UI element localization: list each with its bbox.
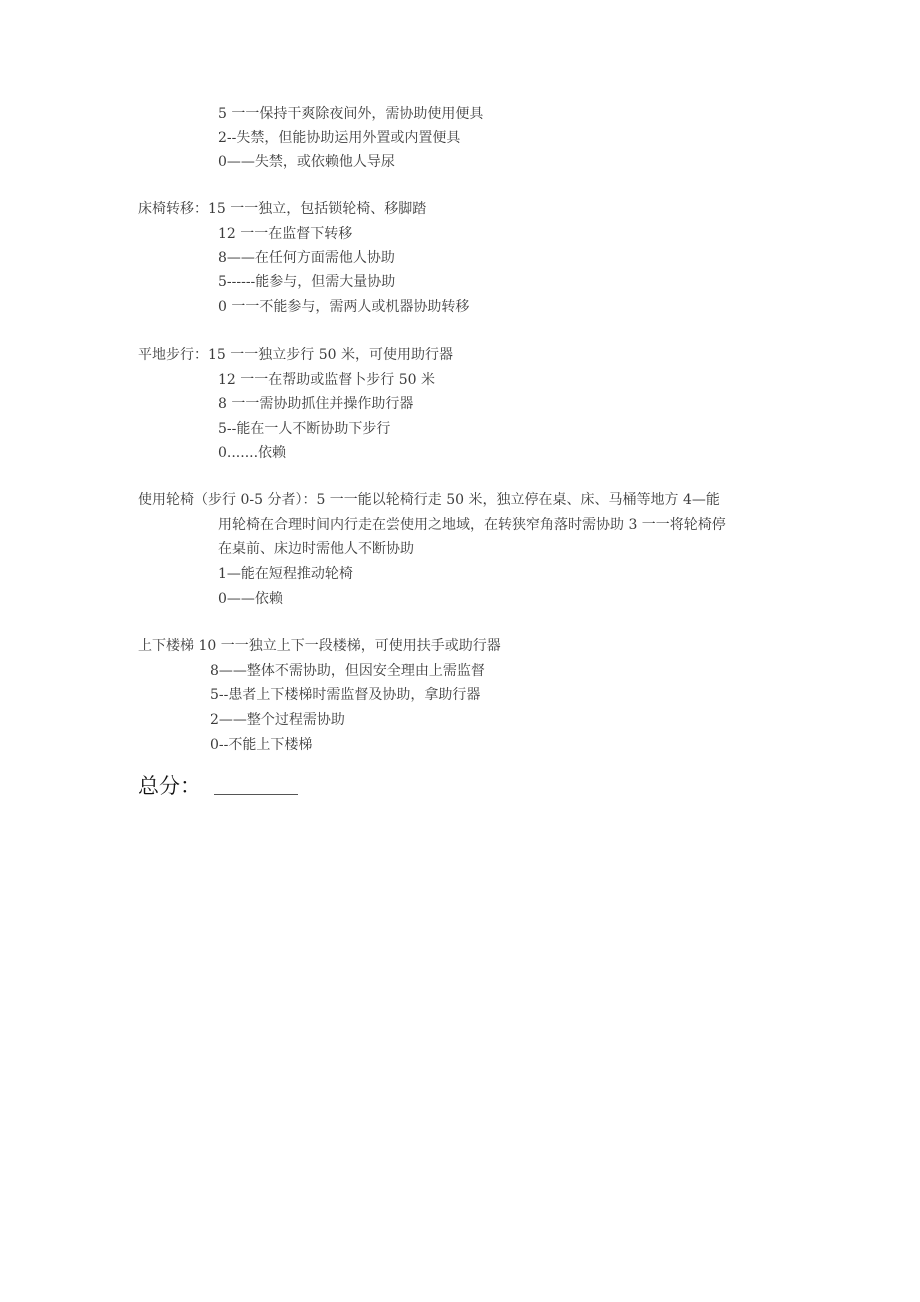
walking-heading: 平地步行：15 一一独立步行 50 米，可使用助行器 [138, 347, 453, 363]
bladder-option-5: 5 一一保持干爽除夜间外，需协助使用便具 [218, 106, 484, 122]
total-score-blank [214, 794, 298, 795]
walking-option-8: 8 一一需协助抓住并操作助行器 [218, 396, 414, 412]
stairs-option-5: 5--患者上下楼梯时需监督及协助，拿助行器 [210, 687, 481, 703]
wheelchair-heading-line2: 用轮椅在合理时间内行走在尝使用之地域，在转狭窄角落时需协助 3 一一将轮椅停 [218, 517, 726, 533]
bladder-option-2: 2--失禁，但能协助运用外置或内置便具 [218, 130, 461, 146]
stairs-option-0: 0--不能上下楼梯 [210, 737, 313, 753]
transfer-option-5: 5------能参与，但需大量协助 [218, 274, 396, 290]
wheelchair-option-0: 0——依赖 [218, 591, 283, 607]
transfer-option-0: 0 一一不能参与，需两人或机器协助转移 [218, 299, 470, 315]
stairs-option-2: 2——整个过程需协助 [210, 712, 345, 728]
walking-option-12: 12 一一在帮助或监督卜步行 50 米 [218, 372, 435, 388]
wheelchair-option-1: 1—能在短程推动轮椅 [218, 566, 353, 582]
transfer-heading: 床椅转移：15 一一独立，包括锁轮椅、移脚踏 [138, 201, 427, 217]
wheelchair-heading-line3: 在桌前、床边时需他人不断协助 [218, 541, 414, 557]
stairs-option-8: 8——整体不需协助，但因安全理由上需监督 [210, 663, 485, 679]
total-score-label: 总分： [138, 774, 201, 798]
stairs-heading: 上下楼梯 10 一一独立上下一段楼梯，可使用扶手或助行器 [138, 638, 501, 654]
bladder-option-0: 0——失禁，或依赖他人导尿 [218, 154, 395, 170]
walking-option-0: 0.......依赖 [218, 445, 287, 461]
walking-option-5: 5--能在一人不断协助下步行 [218, 421, 391, 437]
transfer-option-12: 12 一一在监督下转移 [218, 226, 353, 242]
wheelchair-heading-line1: 使用轮椅（步行 0-5 分者）：5 一一能以轮椅行走 50 米，独立停在桌、床、马桶等地方 4—能 [138, 492, 720, 508]
transfer-option-8: 8——在任何方面需他人协助 [218, 250, 395, 266]
